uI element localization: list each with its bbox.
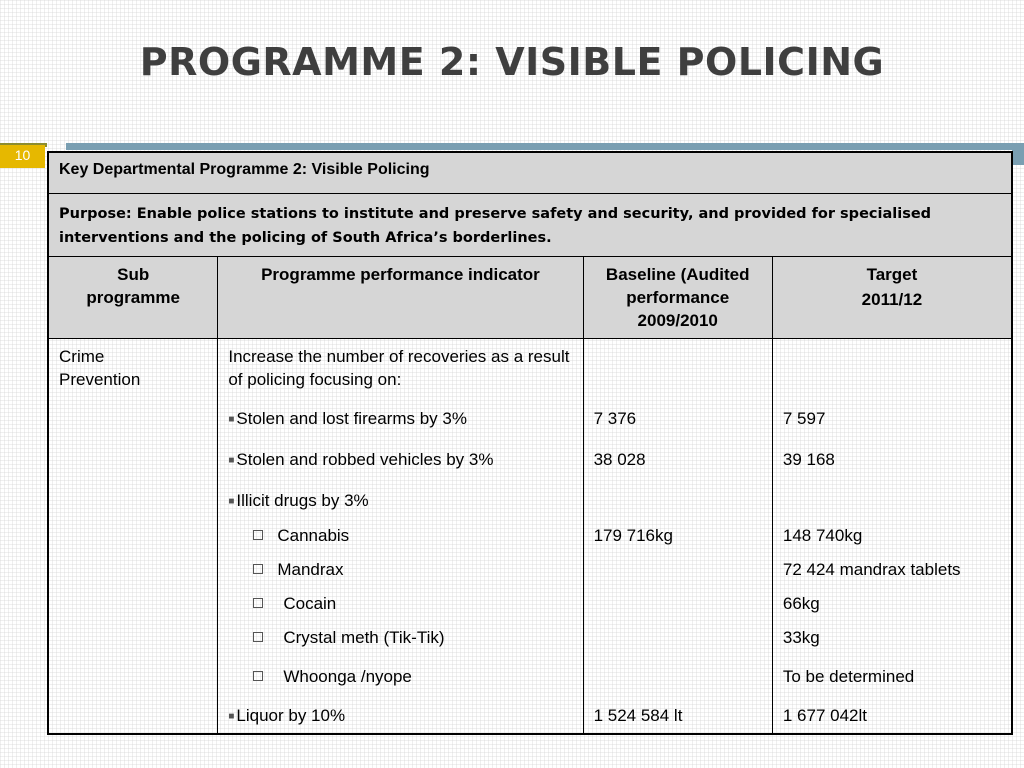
list-item <box>228 592 572 615</box>
col-header-target <box>772 257 1012 339</box>
target-label: Target <box>866 265 918 284</box>
checkbox-bullet-icon <box>253 530 263 540</box>
target-value: To be determined <box>782 667 915 686</box>
checkbox-bullet-icon <box>253 671 263 681</box>
purpose-text: Purpose: Enable police stations to institute and preserve safety and security, and provided for specialised interventions and the policing of South Africa’s borderlines. <box>48 194 1012 257</box>
divider-right <box>66 143 1024 150</box>
list-item: ■ Stolen and robbed vehicles by 3% <box>228 448 572 471</box>
target-value: 72 424 mandrax tablets <box>782 560 961 579</box>
list-item: ■ Stolen and lost firearms by 3% <box>228 407 572 430</box>
list-item <box>228 524 572 547</box>
drug-label: Mandrax <box>277 560 344 579</box>
target-value: 148 740kg <box>782 526 863 545</box>
target-value: 66kg <box>782 594 820 613</box>
target-year: 2011/12 <box>861 290 923 309</box>
divider-right-tab <box>1012 143 1024 165</box>
checkbox-bullet-icon <box>253 598 263 608</box>
list-item <box>228 558 572 581</box>
baseline-cell <box>583 339 772 735</box>
indicator-intro: Increase the number of recoveries as a result of policing focusing on: <box>228 347 570 389</box>
target-value: 7 597 <box>782 409 826 428</box>
target-value: 39 168 <box>782 450 835 469</box>
table-row <box>48 339 1012 735</box>
col-header-baseline: Baseline (Audited performance 2009/2010 <box>583 257 772 339</box>
checkbox-bullet-icon <box>253 632 263 642</box>
list-item: ■ Liquor by 10% <box>228 704 572 727</box>
indicator-cell <box>218 339 583 735</box>
list-item <box>228 665 572 688</box>
baseline-value: 38 028 <box>593 450 646 469</box>
baseline-value: 7 376 <box>593 409 637 428</box>
drug-label: Whoonga /nyope <box>283 667 412 686</box>
baseline-value: 179 716kg <box>593 526 673 545</box>
column-header-row <box>48 257 1012 339</box>
sub-programme-cell <box>48 339 218 735</box>
slide-number: 10 <box>0 145 45 168</box>
checkbox-bullet-icon <box>253 564 263 574</box>
table-header-row <box>48 152 1012 194</box>
baseline-value: 1 524 584 lt <box>593 706 683 725</box>
slide-title: PROGRAMME 2: VISIBLE POLICING <box>139 40 885 84</box>
col-header-sub-programme <box>48 257 218 339</box>
col-header-sub-label: Sub programme <box>86 265 180 307</box>
key-programme-header: Key Departmental Programme 2: Visible Policing <box>48 152 1012 194</box>
purpose-row <box>48 194 1012 257</box>
list-item: ■ Illicit drugs by 3% <box>228 489 572 512</box>
sub-programme-name: Crime Prevention <box>59 347 141 389</box>
programme-table <box>47 151 1013 735</box>
target-cell <box>772 339 1012 735</box>
drug-label: Cannabis <box>277 526 350 545</box>
target-value: 33kg <box>782 628 820 647</box>
target-value: 1 677 042lt <box>782 706 868 725</box>
drug-label: Cocain <box>283 594 337 613</box>
col-header-indicator: Programme performance indicator <box>218 257 583 339</box>
drug-label: Crystal meth (Tik-Tik) <box>283 628 445 647</box>
list-item <box>228 626 572 649</box>
